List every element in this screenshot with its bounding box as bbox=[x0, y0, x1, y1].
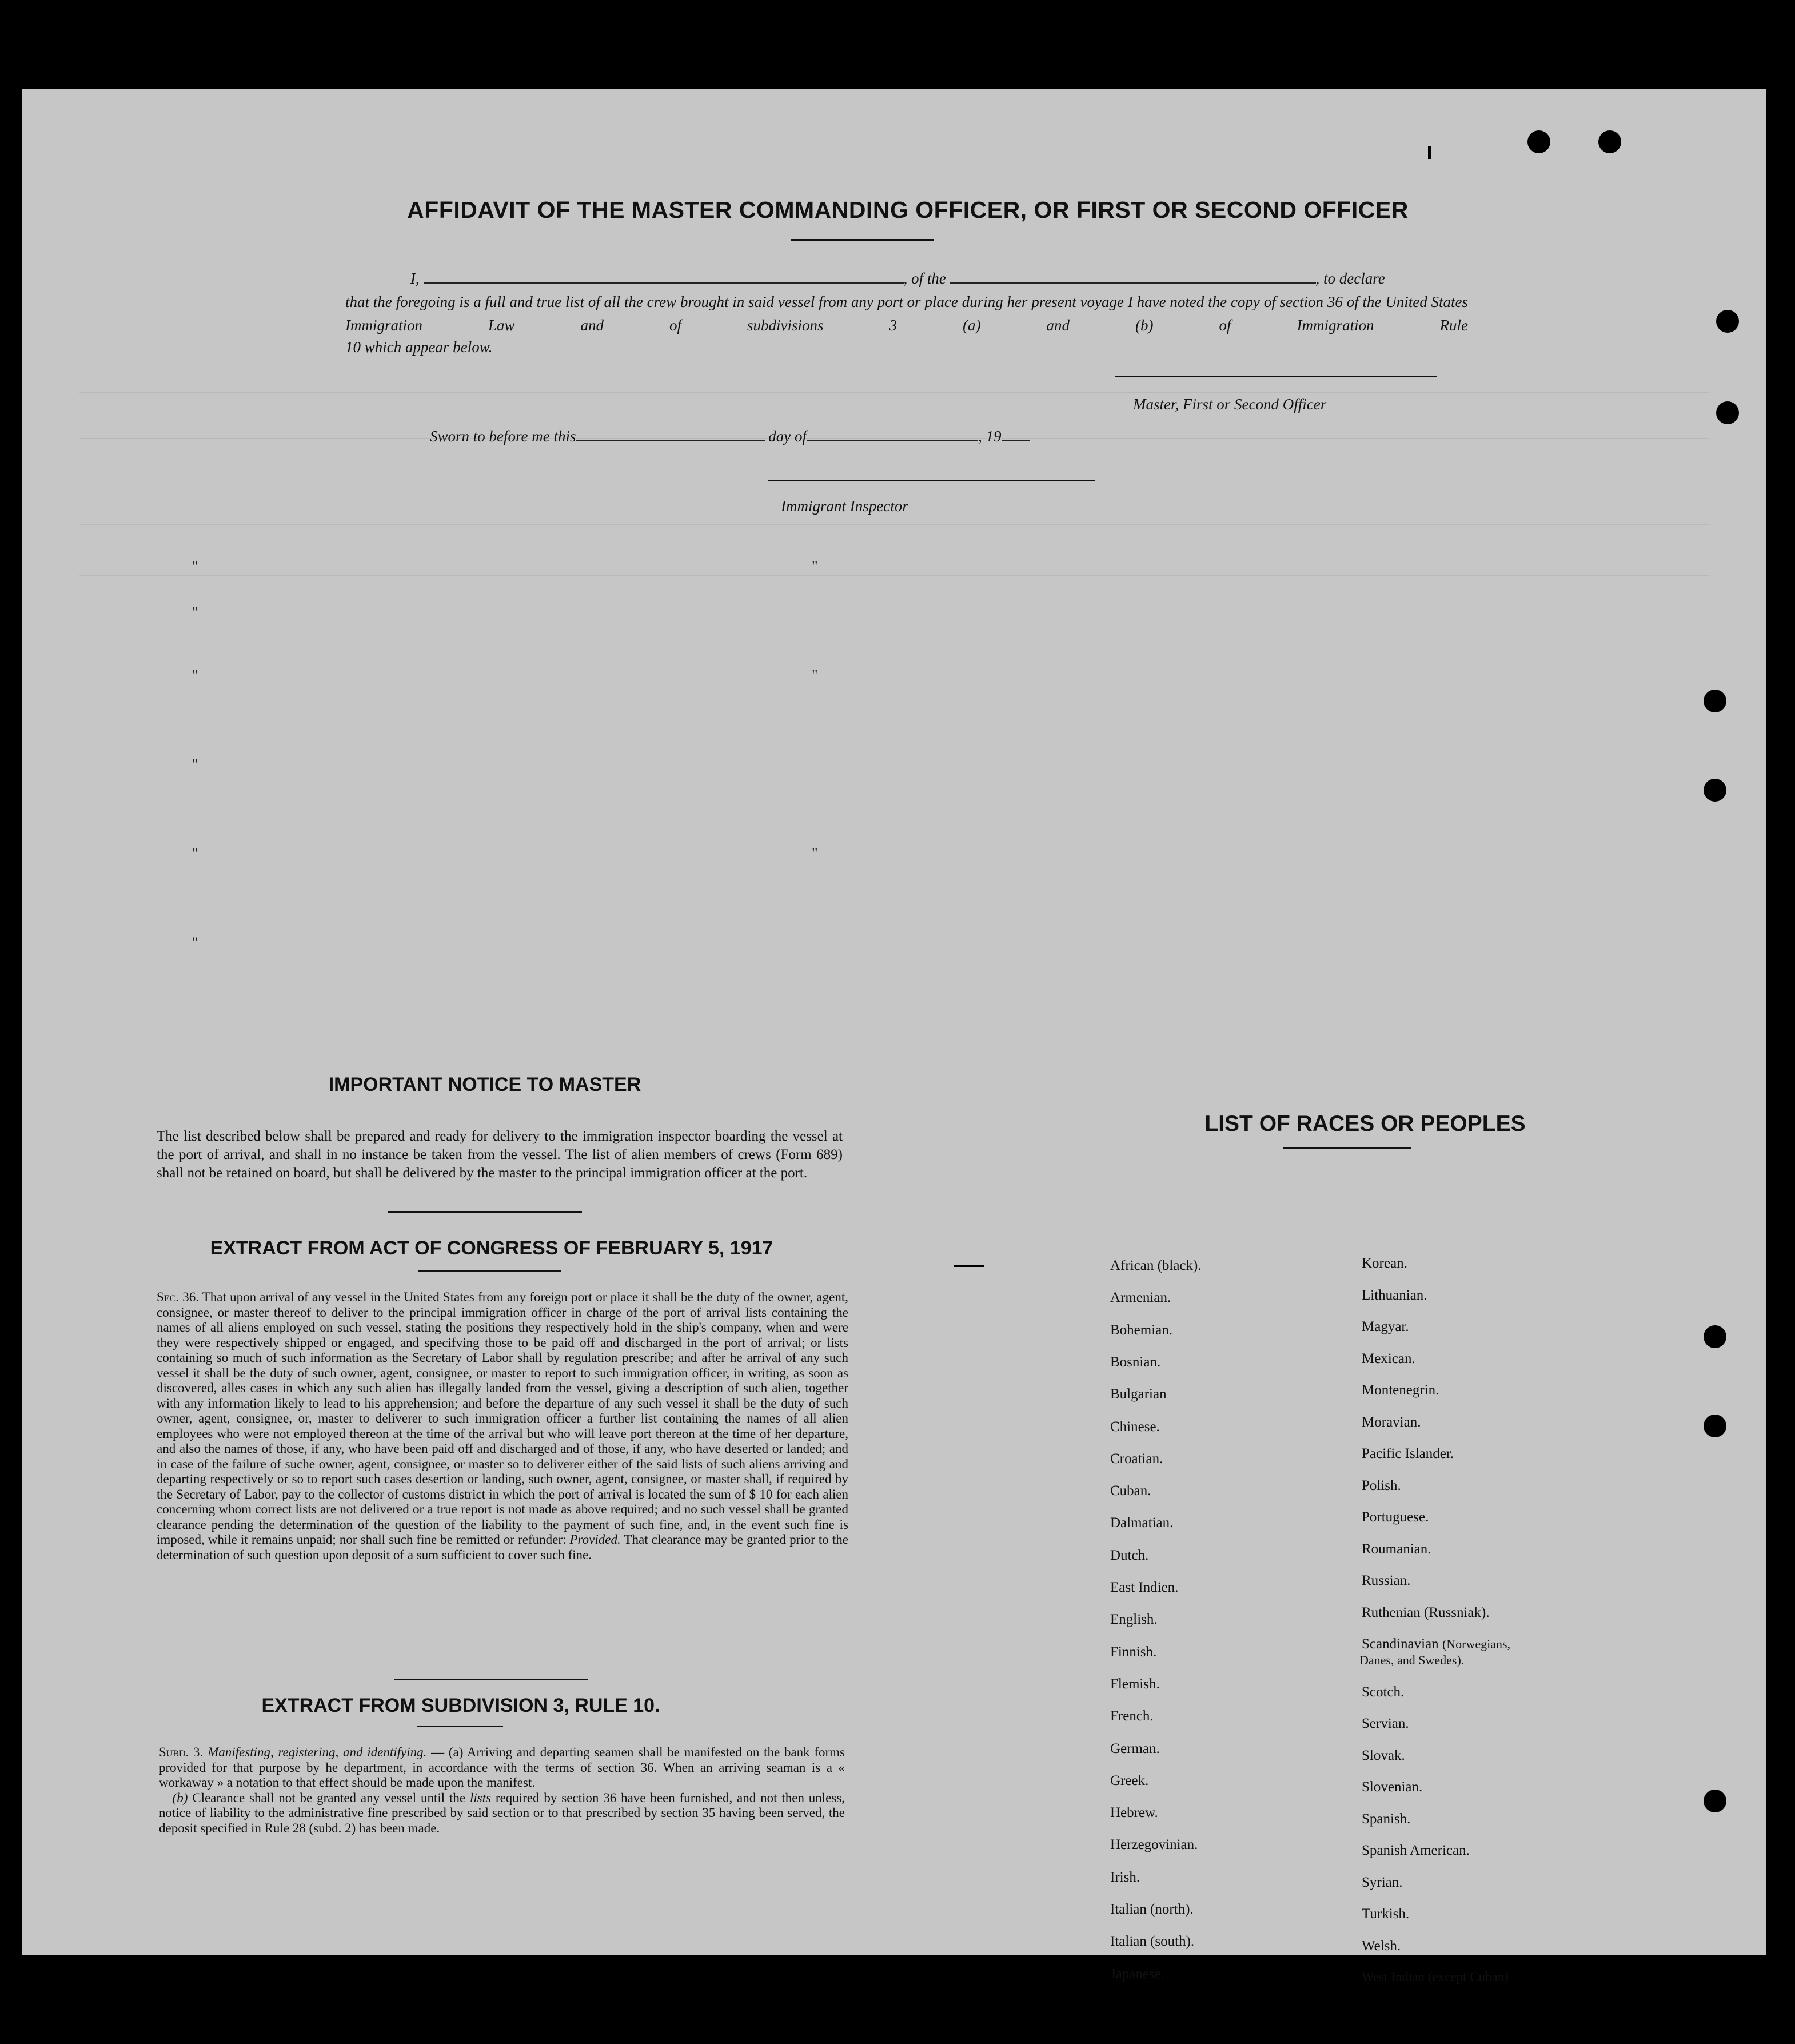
race-item: Slovenian. bbox=[1362, 1779, 1423, 1795]
subd3-b-1: Clearance shall not be granted any vessel until the bbox=[192, 1790, 466, 1805]
punch-hole bbox=[1704, 1325, 1726, 1348]
bleed-through-ditto: " bbox=[192, 558, 198, 575]
race-item: Hebrew. bbox=[1110, 1805, 1158, 1821]
race-item: Polish. bbox=[1362, 1477, 1401, 1493]
bleed-through-ditto: " bbox=[812, 558, 818, 575]
notice-text: The list described below shall be prepared and ready for delivery to the immigration inspector boarding the vessel at the port of arrival, and shall in no instance be taken from the vessel. The list of alien members of crews (Form 689) shall not be retained on board, but shall be delivered by the master to the principal immigration officer at the port. bbox=[157, 1129, 843, 1181]
race-item: German. bbox=[1110, 1740, 1160, 1756]
race-item: Armenian. bbox=[1110, 1290, 1171, 1306]
punch-hole bbox=[1598, 130, 1621, 153]
race-item: Lithuanian. bbox=[1362, 1287, 1427, 1303]
race-item: East Indien. bbox=[1110, 1580, 1179, 1595]
race-item: Irish. bbox=[1110, 1869, 1140, 1885]
race-item: Bohemian. bbox=[1110, 1322, 1173, 1338]
bleed-through-ditto: " bbox=[192, 934, 198, 951]
race-item: West Indian (except Cuban) bbox=[1362, 1970, 1509, 1984]
race-item-note: (Norwegians, bbox=[1442, 1637, 1511, 1651]
race-item: Welsh. bbox=[1362, 1938, 1401, 1954]
race-item: Russian. bbox=[1362, 1573, 1411, 1588]
race-item: Turkish. bbox=[1362, 1906, 1410, 1922]
affidavit-paragraph: that the foregoing is a full and true list of all the crew brought in said vessel from any port or place during her present voyage I have noted the copy of section 36 of the United States Immigration Law and of subdivisions 3 (a) and (b) of Immigration Rule bbox=[345, 293, 1468, 334]
inspector-label: Immigrant Inspector bbox=[781, 497, 908, 515]
sworn-before-label: Sworn to before me this bbox=[430, 428, 576, 445]
subd3-heading: Manifesting, registering, and identifying. bbox=[208, 1745, 427, 1759]
notice-title: IMPORTANT NOTICE TO MASTER bbox=[328, 1074, 641, 1095]
affidavit-title: AFFIDAVIT OF THE MASTER COMMANDING OFFICER, OR FIRST OR SECOND OFFICER bbox=[407, 197, 1409, 223]
race-item: Herzegovinian. bbox=[1110, 1837, 1198, 1853]
race-item: Greek. bbox=[1110, 1772, 1149, 1788]
bleed-through-ditto: " bbox=[192, 845, 198, 862]
race-item: Portuguese. bbox=[1362, 1509, 1429, 1525]
sec36-body: That upon arrival of any vessel in the United States from any foreign port or place it shall be the duty of the owner, agent, consignee, or master thereof to deliver to the principal immigration officer in charge of the port of arrival lists containing the names of all aliens employed on such vessel, stating the positions they respectively hold in the ship's company, when and were they were respectively shipped or engaged, and specifving those to be paid off and discharged in the port of arrival; or lists containing so much of such information as the Secretary of Labor shall by regulation prescribe; and after he arrival of any such vessel it shall be the duty of such owner, agent, consignee, or master to report to such immigration officer, in writing, as soon as discovered, alles cases in which any such alien has illegally landed from the vessel, giving a description of such alien, together with any information likely to lead to his apprehension; and before the departure of any such vessel it shall be the duty of such owner, agent, consignee, or, master to deliverer to such immigration officer a further list containing the names of all alien employees who were not employed thereon at the time of the arrival but who will leave port thereon at the time of her departure, and also the names of those, if any, who have been paid off and discharged and of those, if any, who have deserted or landed; and in case of the failure of suche owner, agent, consignee, or master so to deliverer either of the said lists of such aliens arriving and departing respectively or so to report such cases desertion or landing, such owner, agent, consignee, or master shall, if required by the Secretary of Labor, pay to the collector of customs district in which the port of arrival is located the sum of $ 10 for each alien concerning whom correct lists are not delivered or a true report is not made as above required; and no such vessel shall be granted clearance pending the determination of the question of the liability to the payment of such fine, and, in the event such fine is imposed, while it remains unpaid; nor shall such fine be remitted or refunder: bbox=[157, 1290, 848, 1547]
bleed-through-rule bbox=[79, 524, 1709, 525]
master-name-blank[interactable] bbox=[424, 270, 904, 284]
subd3-b-lists: lists bbox=[469, 1790, 492, 1805]
race-item: Spanish. bbox=[1362, 1811, 1411, 1827]
race-item bbox=[1359, 1652, 1464, 1668]
punch-hole bbox=[1704, 690, 1726, 712]
ink-mark bbox=[954, 1265, 984, 1267]
ink-mark bbox=[1428, 146, 1431, 159]
punch-hole bbox=[1704, 779, 1726, 802]
subd3-text bbox=[159, 1745, 845, 1836]
race-item: Italian (north). bbox=[1110, 1902, 1194, 1917]
race-item: Chinese. bbox=[1110, 1419, 1160, 1435]
notice-rule bbox=[388, 1211, 582, 1213]
bleed-through-ditto: " bbox=[192, 756, 198, 772]
race-item: Korean. bbox=[1362, 1256, 1407, 1271]
punch-hole bbox=[1716, 310, 1739, 333]
vessel-name-blank[interactable] bbox=[950, 270, 1316, 284]
sworn-month-blank[interactable] bbox=[807, 428, 978, 441]
race-item: African (black). bbox=[1110, 1258, 1202, 1273]
punch-hole bbox=[1716, 401, 1739, 424]
affidavit-paragraph-end: 10 which appear below. bbox=[345, 338, 493, 356]
race-item: Moravian. bbox=[1362, 1414, 1421, 1430]
sec36-rule bbox=[394, 1679, 588, 1680]
affidavit-declare-label: , to declare bbox=[1315, 270, 1385, 287]
subd3-b-2: required by section 36 have been furnished, and not then unless, notice of liability to the administrative fine prescribed by said section or to that prescribed by section 35 having been served, the deposit specified in Rule 28 (subd. 2) has been made. bbox=[159, 1790, 845, 1835]
race-item: Japanese. bbox=[1110, 1966, 1165, 1982]
punch-hole bbox=[1704, 1790, 1726, 1812]
affidavit-of-the-label: , of the bbox=[903, 270, 946, 287]
punch-hole bbox=[1527, 130, 1550, 153]
punch-hole bbox=[1704, 1415, 1726, 1437]
sworn-year-blank[interactable] bbox=[1002, 428, 1030, 441]
race-item: Mexican. bbox=[1362, 1350, 1415, 1366]
extract-rule-underline bbox=[417, 1726, 503, 1727]
extract-rule-title: EXTRACT FROM SUBDIVISION 3, RULE 10. bbox=[261, 1695, 660, 1716]
document-sheet bbox=[22, 89, 1766, 1984]
extract-act-rule bbox=[418, 1270, 561, 1272]
race-item: Spanish American. bbox=[1362, 1843, 1470, 1858]
races-underline bbox=[1283, 1147, 1411, 1149]
race-item: Italian (south). bbox=[1110, 1934, 1195, 1950]
race-item: Cuban. bbox=[1110, 1483, 1151, 1499]
race-item: Pacific Islander. bbox=[1362, 1446, 1454, 1461]
subd3-label: Subd. 3. bbox=[159, 1745, 204, 1759]
bleed-through-rule bbox=[79, 575, 1709, 576]
race-item: Slovak. bbox=[1362, 1747, 1405, 1763]
sec36-provided: Provided. bbox=[569, 1532, 621, 1547]
bleed-through-ditto: " bbox=[192, 667, 198, 683]
race-item: Servian. bbox=[1362, 1716, 1409, 1731]
inspector-signature-line bbox=[768, 480, 1095, 481]
race-item: Dalmatian. bbox=[1110, 1515, 1174, 1531]
year-prefix-label: , 19 bbox=[978, 428, 1002, 445]
race-item: English. bbox=[1110, 1612, 1158, 1628]
bleed-through-ditto: " bbox=[812, 667, 818, 683]
master-signature-label: Master, First or Second Officer bbox=[1133, 396, 1327, 413]
title-underline bbox=[791, 239, 934, 241]
race-item: Ruthenian (Russniak). bbox=[1362, 1604, 1490, 1620]
bleed-through-ditto: " bbox=[192, 604, 198, 620]
subd3-b-label: (b) bbox=[172, 1790, 188, 1805]
bleed-through-ditto: " bbox=[812, 845, 818, 862]
extract-act-title: EXTRACT FROM ACT OF CONGRESS OF FEBRUARY 5, 1917 bbox=[210, 1237, 773, 1259]
sec36-text bbox=[157, 1290, 848, 1563]
race-item: Montenegrin. bbox=[1362, 1382, 1439, 1398]
race-item: Roumanian. bbox=[1362, 1541, 1431, 1557]
race-item: Dutch. bbox=[1110, 1547, 1149, 1563]
affidavit-i-label: I, bbox=[410, 270, 420, 287]
bleed-through-rule bbox=[79, 392, 1709, 393]
sworn-day-blank[interactable] bbox=[576, 428, 765, 441]
race-item: Scandinavian (Norwegians, bbox=[1362, 1636, 1511, 1652]
sec36-label: Sec. 36. bbox=[157, 1290, 199, 1304]
race-item: Croatian. bbox=[1110, 1451, 1163, 1467]
master-signature-line bbox=[1115, 376, 1437, 377]
sec36-body-end: That clearance may be granted prior to the determination of such question upon deposit of a sum sufficient to cover such fine. bbox=[157, 1532, 849, 1562]
day-of-label: day of bbox=[768, 428, 807, 445]
races-title: LIST OF RACES OR PEOPLES bbox=[1204, 1111, 1526, 1136]
race-item: Flemish. bbox=[1110, 1676, 1160, 1692]
race-item: Scotch. bbox=[1362, 1684, 1405, 1700]
affidavit-line-1 bbox=[410, 270, 1385, 288]
race-item: Bosnian. bbox=[1110, 1354, 1161, 1370]
race-item: French. bbox=[1110, 1708, 1154, 1724]
race-item-note: Danes, and Swedes). bbox=[1359, 1653, 1465, 1667]
race-item: Finnish. bbox=[1110, 1644, 1157, 1660]
sworn-line bbox=[430, 428, 1030, 445]
race-item: Bulgarian bbox=[1110, 1386, 1167, 1402]
subd3-a: — (a) Arriving and departing seamen shall be manifested on the bank forms provided for that purpose by he department, in accordance with the terms of section 36. When an arriving seaman is a « workaway » a notation to that effect should be made upon the manifest. bbox=[159, 1745, 845, 1790]
race-item: Magyar. bbox=[1362, 1319, 1409, 1334]
race-item: Syrian. bbox=[1362, 1874, 1403, 1890]
